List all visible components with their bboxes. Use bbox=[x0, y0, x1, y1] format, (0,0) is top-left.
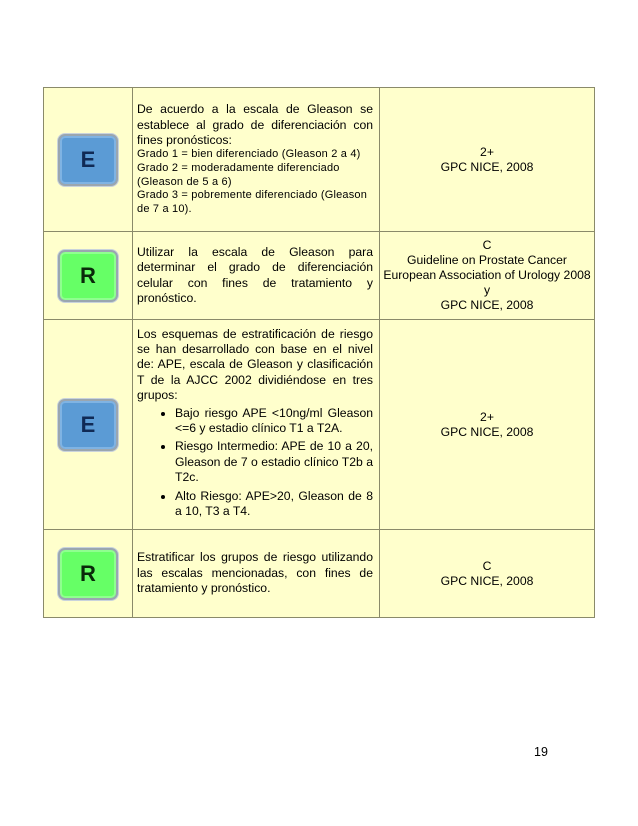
level-source: GPC NICE, 2008 bbox=[440, 424, 534, 439]
badge-cell bbox=[44, 320, 133, 530]
level-grade: 2+ bbox=[480, 409, 494, 424]
recommendation-badge: R bbox=[58, 548, 118, 600]
level-grade: 2+ bbox=[480, 144, 494, 159]
text-cell bbox=[133, 530, 380, 618]
text-cell bbox=[133, 320, 380, 530]
text-cell bbox=[133, 232, 380, 320]
text-cell bbox=[133, 88, 380, 232]
badge-cell bbox=[44, 88, 133, 232]
evidence-table bbox=[43, 87, 595, 618]
grade-line: Grado 2 = moderadamente diferenciado (Gleason de 5 a 6) bbox=[137, 162, 340, 188]
level-cell bbox=[380, 320, 595, 530]
level-cell bbox=[380, 530, 595, 618]
level-source: GPC NICE, 2008 bbox=[440, 573, 534, 588]
table-row bbox=[44, 320, 595, 530]
badge-cell bbox=[44, 232, 133, 320]
recommendation-badge: R bbox=[58, 250, 118, 302]
row-intro: De acuerdo a la escala de Gleason se establece al grado de diferenciación con fines pronósticos: bbox=[137, 102, 373, 147]
level-cell bbox=[380, 88, 595, 232]
level-grade: C bbox=[482, 238, 492, 252]
evidence-badge: E bbox=[58, 134, 118, 186]
grade-line: Grado 1 = bien diferenciado (Gleason 2 a 4) bbox=[137, 148, 361, 161]
level-source: European Association of Urology 2008 bbox=[383, 268, 591, 282]
level-grade: C bbox=[482, 558, 492, 573]
row-text: Utilizar la escala de Gleason para determinar el grado de diferenciación celular con fines de tratamiento y pronóstico. bbox=[137, 244, 373, 305]
risk-groups-list bbox=[137, 406, 373, 520]
row-intro: Los esquemas de estratificación de riesgo se han desarrollado con base en el nivel de: APE, escala de Gleason y clasificación T de la AJCC 2002 dividiéndose en tres grupos: bbox=[137, 326, 373, 403]
list-item: • Alto Riesgo: APE>20, Gleason de 8 a 10, T3 a T4. bbox=[175, 489, 373, 520]
table-row bbox=[44, 88, 595, 232]
badge-cell bbox=[44, 530, 133, 618]
page-number: 19 bbox=[534, 745, 548, 759]
list-item: • Riesgo Intermedio: APE de 10 a 20, Gleason de 7 o estadio clínico T2b a T2c. bbox=[175, 439, 373, 485]
grade-line: Grado 3 = pobremente diferenciado (Gleason bbox=[137, 189, 368, 202]
level-source: y bbox=[483, 283, 491, 297]
level-cell bbox=[380, 232, 595, 320]
list-item: • Bajo riesgo APE <10ng/ml Gleason <=6 y estadio clínico T1 a T2A. bbox=[175, 406, 373, 437]
grade-line: de 7 a 10). bbox=[137, 203, 192, 216]
table-row bbox=[44, 232, 595, 320]
level-source: GPC NICE, 2008 bbox=[440, 298, 534, 312]
evidence-badge: E bbox=[58, 399, 118, 451]
level-source: GPC NICE, 2008 bbox=[440, 159, 534, 174]
table-row bbox=[44, 530, 595, 618]
row-text: Estratificar los grupos de riesgo utilizando las escalas mencionadas, con fines de tratamiento y pronóstico. bbox=[137, 550, 373, 596]
level-source: Guideline on Prostate Cancer bbox=[407, 253, 567, 267]
